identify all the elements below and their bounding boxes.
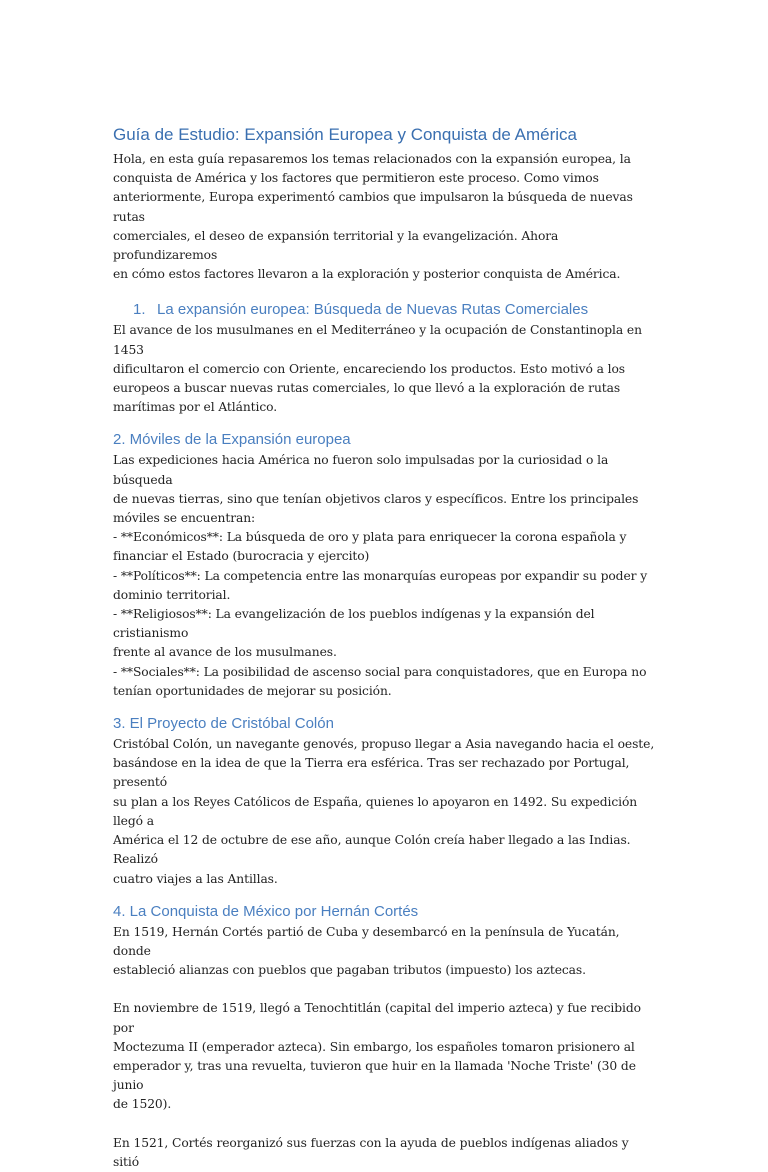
text-line: Hola, en esta guía repasaremos los temas relacionados con la expansión europea, la xyxy=(113,152,631,166)
text-line: dominio territorial. xyxy=(113,587,231,602)
text-line: En noviembre de 1519, llegó a Tenochtitlán (capital del imperio azteca) y fue recibido por xyxy=(113,1001,641,1035)
section-2-body xyxy=(113,451,658,701)
text-line: móviles se encuentran: xyxy=(113,511,256,526)
text-line: su plan a los Reyes Católicos de España, quienes lo apoyaron en 1492. Su expedición llegó a xyxy=(113,794,638,828)
section-3-heading: 3. El Proyecto de Cristóbal Colón xyxy=(113,715,334,733)
text-line: - **Sociales**: La posibilidad de ascenso social para conquistadores, que en Europa no xyxy=(113,664,647,679)
intro-paragraph xyxy=(113,150,658,284)
text-line: - **Políticos**: La competencia entre las monarquías europeas por expandir su poder y xyxy=(113,568,648,583)
text-line: - **Religiosos**: La evangelización de los pueblos indígenas y la expansión del cristianismo xyxy=(113,607,595,641)
section-2-heading: 2. Móviles de la Expansión europea xyxy=(113,431,351,449)
text-line: tenían oportunidades de mejorar su posición. xyxy=(113,683,392,698)
section-4-body xyxy=(113,923,658,1172)
document-content xyxy=(113,124,658,1172)
text-line: frente al avance de los musulmanes. xyxy=(113,645,337,660)
text-line: en cómo estos factores llevaron a la exploración y posterior conquista de América. xyxy=(113,267,621,282)
section-1-heading-text: La expansión europea: Búsqueda de Nuevas Rutas Comerciales xyxy=(157,301,589,319)
text-line: europeos a buscar nuevas rutas comerciales, lo que llevó a la exploración de rutas xyxy=(113,381,621,396)
text-line: Las expediciones hacia América no fueron solo impulsadas por la curiosidad o la búsqueda xyxy=(113,453,609,487)
page-title: Guía de Estudio: Expansión Europea y Conquista de América xyxy=(113,125,578,144)
text-line: En 1519, Hernán Cortés partió de Cuba y desembarcó en la península de Yucatán, donde xyxy=(113,924,620,958)
text-line: comerciales, el deseo de expansión territorial y la evangelización. Ahora profundizaremos xyxy=(113,228,559,263)
paragraph-spacer xyxy=(113,1115,658,1134)
text-line: emperador y, tras una revuelta, tuvieron que huir en la llamada 'Noche Triste' (30 de junio xyxy=(113,1058,636,1093)
text-line: América el 12 de octubre de ese año, aunque Colón creía haber llegado a las Indias. Realizó xyxy=(113,833,631,867)
text-line: En 1521, Cortés reorganizó sus fuerzas con la ayuda de pueblos indígenas aliados y sitió xyxy=(113,1135,629,1169)
text-line: dificultaron el comercio con Oriente, encareciendo los productos. Esto motivó a los xyxy=(113,361,625,376)
section-4-heading: 4. La Conquista de México por Hernán Cortés xyxy=(113,902,419,920)
text-line: - **Económicos**: La búsqueda de oro y plata para enriquecer la corona española y xyxy=(113,530,627,545)
text-line: Moctezuma II (emperador azteca). Sin embargo, los españoles tomaron prisionero al xyxy=(113,1039,635,1054)
text-line: anteriormente, Europa experimentó cambios que impulsaron la búsqueda de nuevas rutas xyxy=(113,190,633,224)
section-1-heading xyxy=(113,300,658,320)
text-line: Cristóbal Colón, un navegante genovés, propuso llegar a Asia navegando hacia el oeste, xyxy=(113,737,655,752)
list-number: 1. xyxy=(133,301,146,319)
text-line: de nuevas tierras, sino que tenían objetivos claros y específicos. Entre los principales xyxy=(113,491,639,506)
text-line: estableció alianzas con pueblos que pagaban tributos (impuesto) los aztecas. xyxy=(113,963,586,978)
text-line: de 1520). xyxy=(113,1097,172,1112)
text-line: marítimas por el Atlántico. xyxy=(113,400,278,415)
text-line: El avance de los musulmanes en el Mediterráneo y la ocupación de Constantinopla en 1453 xyxy=(113,323,642,357)
text-line: financiar el Estado (burocracia y ejercito) xyxy=(113,549,370,564)
text-line: basándose en la idea de que la Tierra era esférica. Tras ser rechazado por Portugal, presentó xyxy=(113,756,630,790)
text-line: conquista de América y los factores que permitieron este proceso. Como vimos xyxy=(113,171,599,186)
text-line: cuatro viajes a las Antillas. xyxy=(113,871,278,886)
section-3-body xyxy=(113,735,658,889)
section-1-body xyxy=(113,321,658,417)
paragraph-spacer xyxy=(113,980,658,999)
